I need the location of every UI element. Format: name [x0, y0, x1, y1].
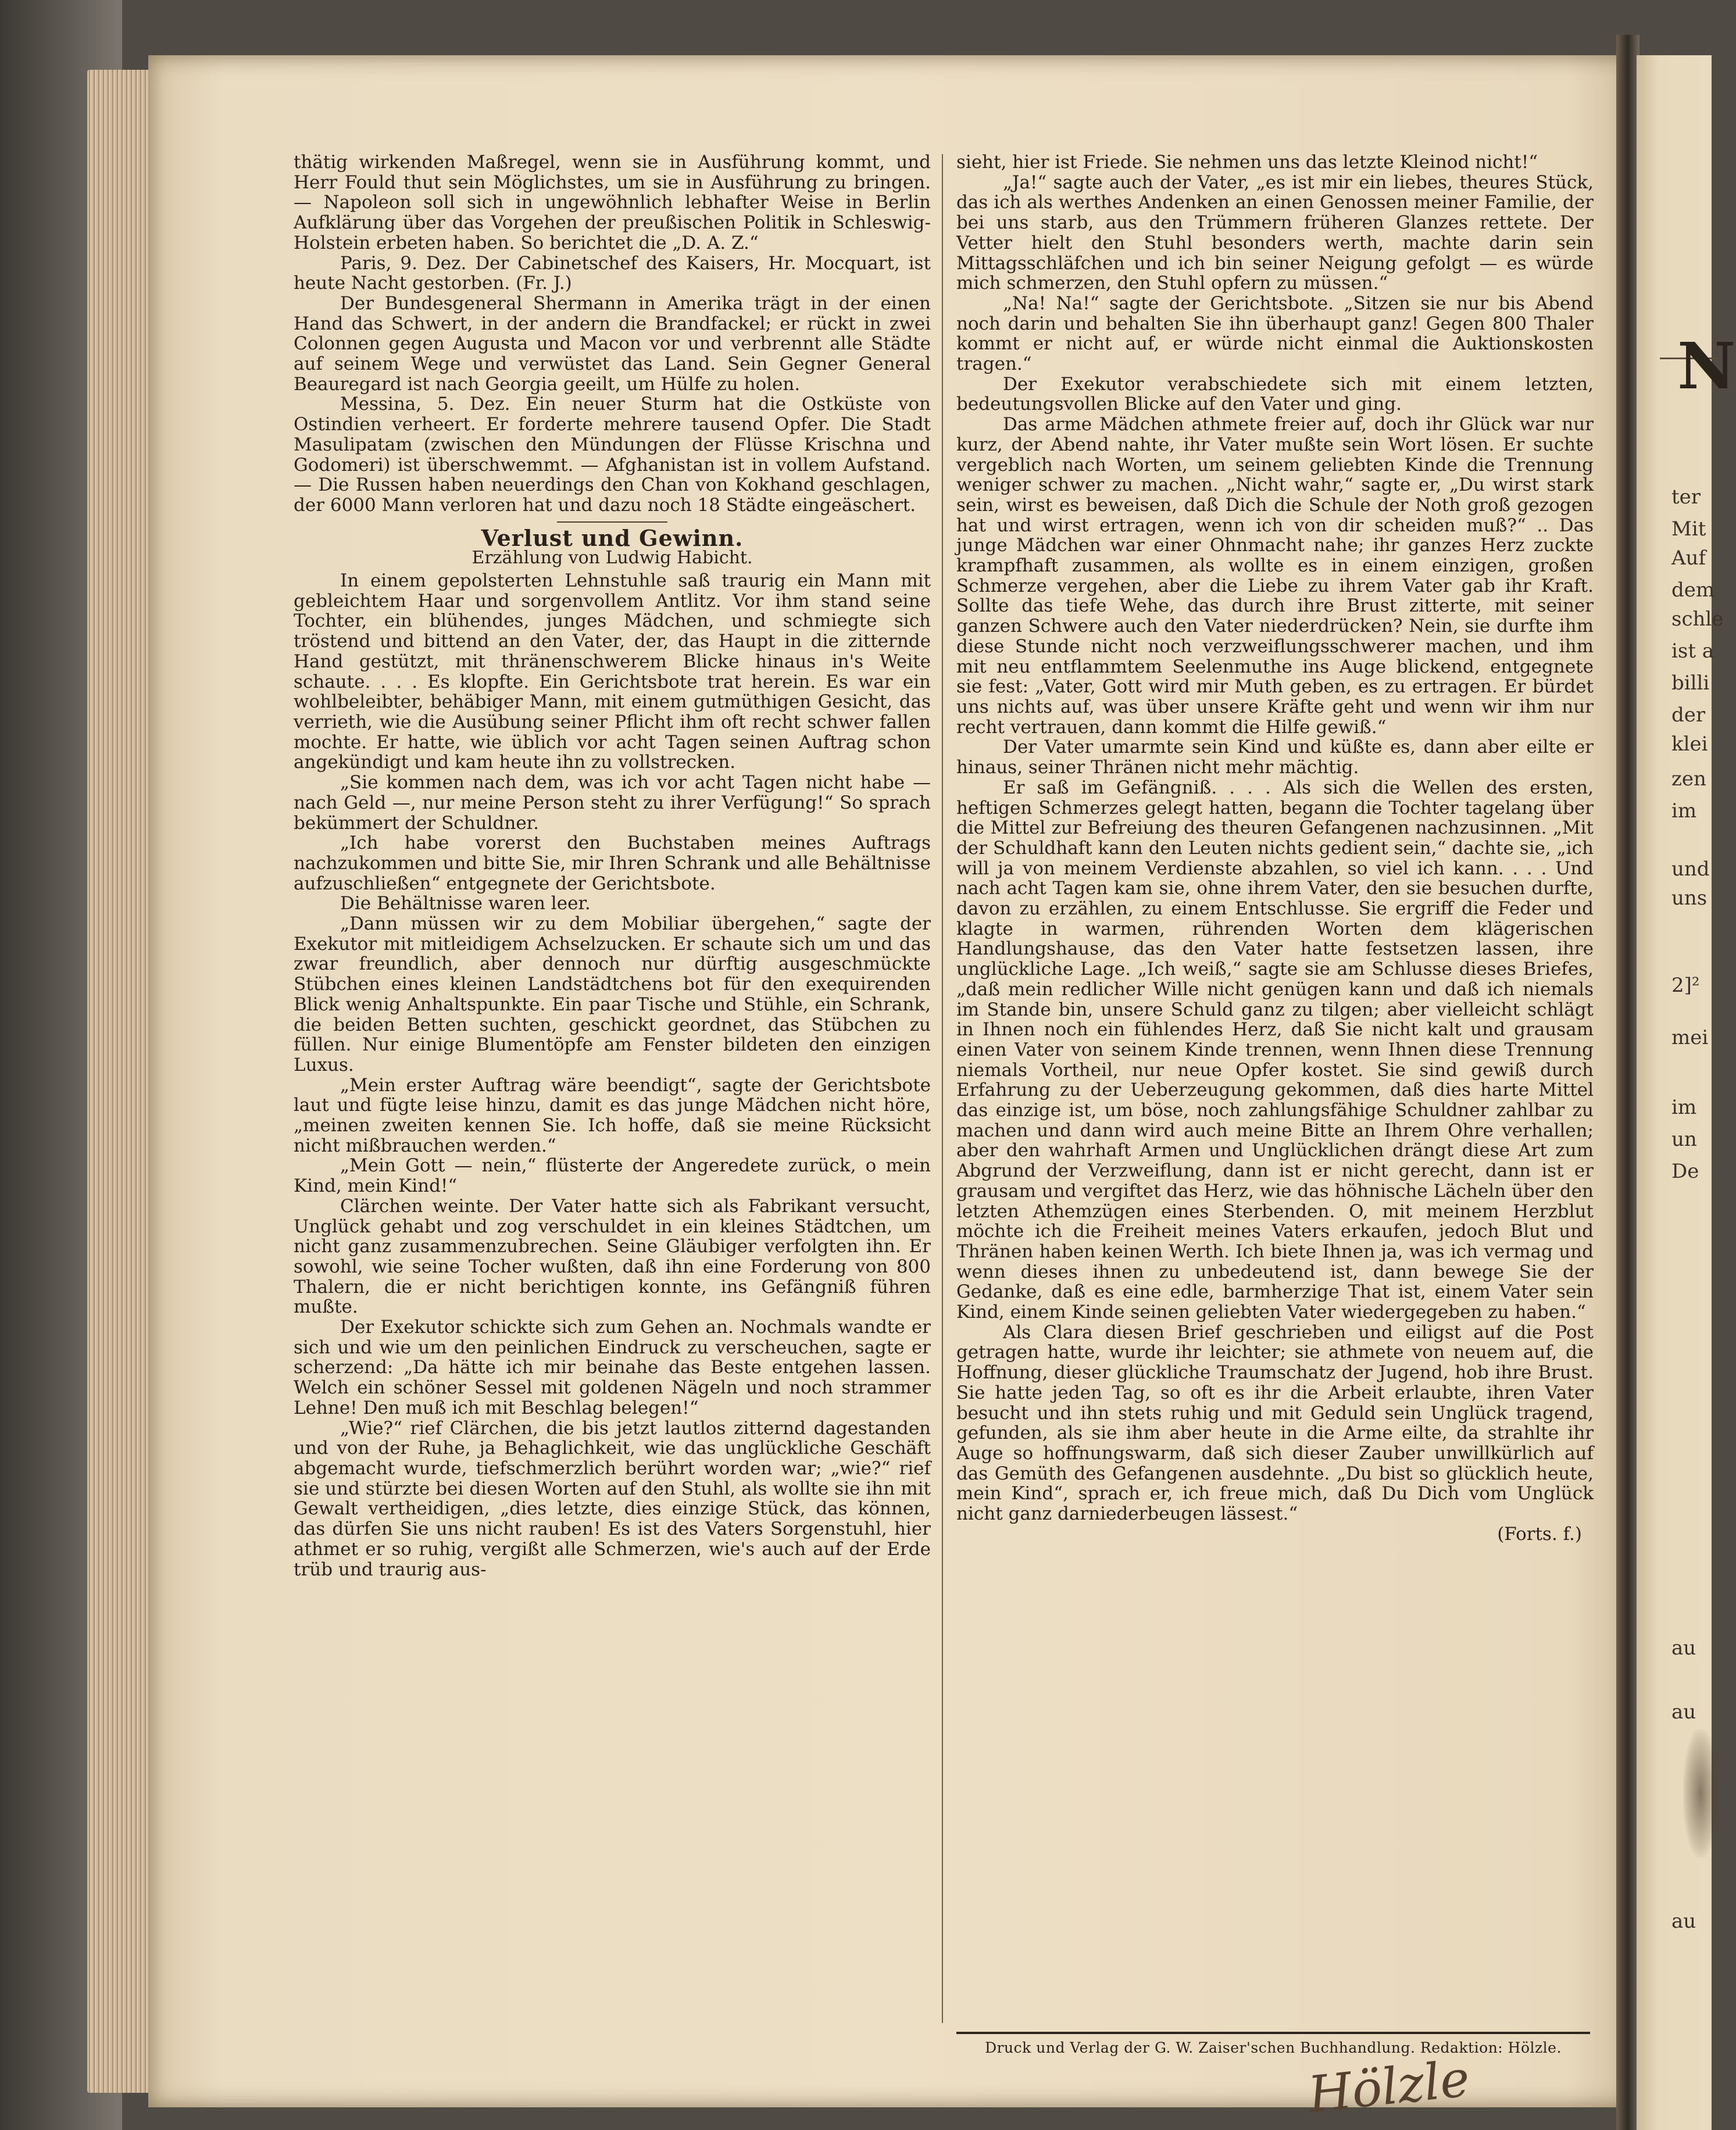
- text-paragraph: „Mein Gott — nein,“ flüsterte der Angeredete zurück, o mein Kind, mein Kind!“: [294, 1155, 931, 1197]
- book-gutter: [1616, 35, 1639, 2130]
- adjacent-page-fragment: [1637, 55, 1736, 2130]
- adjacent-page-text-fragment: au: [1671, 1910, 1696, 1933]
- adjacent-page-text-fragment: mei: [1671, 1026, 1709, 1049]
- text-paragraph: „Mein erster Auftrag wäre beendigt“, sagte der Gerichtsbote laut und fügte leise hinzu, damit es das junge Mädchen nicht höre, „meinen zweiten kennen Sie. Ich hoffe, daß sie meine Rücksicht nicht mißbrauchen werden.“: [294, 1074, 931, 1156]
- text-paragraph: Er saß im Gefängniß. . . . Als sich die Wellen des ersten, heftigen Schmerzes gelegt hatten, begann die Tochter tagelang über die Mittel zur Befreiung des theuren Gefangenen nachzusinnen. „Mit der Schuldhaft kann den Leuten nichts gedient sein,“ dachte sie, „ich will ja von meinem Verdienste abzahlen, so viel ich kann. . . . Und nach acht Tagen kam sie, ohne ihrem Vater, den sie besuchen durfte, davon zu erzählen, zu einem Entschlusse. Sie ergriff die Feder und klagte in warmen, rührenden Worten dem klägerischen Handlungshause, das den Vater hatte festsetzen lassen, ihre unglückliche Lage. „Ich weiß,“ sagte sie am Schlusse dieses Briefes, „daß mein redlicher Wille nicht genügen kann und daß ich niemals im Stande bin, unsere Schuld ganz zu tilgen; aber vielleicht schlägt in Ihnen noch ein fühlendes Herz, daß Sie nicht kalt und grausam einen Vater von seinem Kinde trennen, wenn Ihnen diese Trennung niemals Vortheil, nur neue Opfer kostet. Sie sind gewiß durch Erfahrung zu der Ueberzeugung gekommen, daß dies harte Mittel das einzige ist, um böse, noch zahlungsfähige Schuldner zahlbar zu machen und dann wird auch meine Bitte an Ihrem Ohre verhallen; aber den wahrhaft Armen und Unglücklichen drängt diese Art zum Abgrund der Verzweiflung, dann ist er nicht gerecht, dann ist er grausam und vergiftet das Herz, wie das höhnische Lächeln über den letzten Athemzügen eines Sterbenden. O, mit meinem Herzblut möchte ich die Freiheit meines Vaters erkaufen, jedoch Blut und Thränen haben keinen Werth. Ich biete Ihnen ja, was ich vermag und wenn dieses ihnen zu unbedeutend ist, dann bewege Sie der Gedanke, daß es eine edle, barmherzige That ist, einem Vater sein Kind, einem Kinde seinen geliebten Vater wiedergegeben zu haben.“: [956, 777, 1594, 1323]
- text-paragraph: Als Clara diesen Brief geschrieben und eiligst auf die Post getragen hatte, wurde ihr leichter; sie athmete von neuem auf, die Hoffnung, dieser glückliche Traumschatz der Jugend, hob ihre Brust. Sie hatte jeden Tag, so oft es ihr die Arbeit erlaubte, ihren Vater besucht und ihn stets ruhig und mit Geduld sein Unglück tragend, gefunden, als sie ihm aber heute in die Arme eilte, da strahlte ihr Auge so hoffnungswarm, daß sich dieser Zauber unwillkürlich auf das Gemüth des Gefangenen ausdehnte. „Du bist so glücklich heute, mein Kind“, sprach er, ich freue mich, daß Du Dich vom Unglück nicht ganz darniederbeugen lässest.“: [956, 1321, 1594, 1525]
- text-paragraph: thätig wirkenden Maßregel, wenn sie in Ausführung kommt, und Herr Fould thut sein Möglichstes, um sie in Ausführung zu bringen. — Napoleon soll sich in ungewöhnlich lebhafter Weise in Berlin Aufklärung über das Vorgehen der preußischen Politik in Schleswig-Holstein erbeten haben. So berichtet die „D. A. Z.“: [294, 152, 931, 253]
- text-paragraph: Clärchen weinte. Der Vater hatte sich als Fabrikant versucht, Unglück gehabt und zog verschuldet in ein kleines Städtchen, um nicht ganz zusammenzubrechen. Seine Gläubiger verfolgten ihn. Er sowohl, wie seine Tocher wußten, daß ihn eine Forderung von 800 Thalern, die er nicht berichtigen konnte, ins Gefängniß führen mußte.: [294, 1195, 931, 1318]
- story-title: Verlust und Gewinn.: [481, 524, 744, 551]
- text-paragraph: Paris, 9. Dez. Der Cabinetschef des Kaisers, Hr. Mocquart, ist heute Nacht gestorben. (Fr. J.): [294, 252, 931, 294]
- adjacent-page-text-fragment: der: [1671, 703, 1706, 727]
- imprint-rule: [956, 2032, 1590, 2034]
- text-paragraph: Messina, 5. Dez. Ein neuer Sturm hat die Ostküste von Ostindien verheert. Er forderte mehrere tausend Opfer. Die Stadt Masulipatam (zwischen den Mündungen der Flüsse Krischna und Godomeri) ist überschwemmt. — Afghanistan ist in vollem Aufstand. — Die Russen haben neuerdings den Chan von Kokhand geschlagen, der 6000 Mann verloren hat und dazu noch 18 Städte eingeäschert.: [294, 394, 931, 516]
- adjacent-page-text-fragment: uns: [1671, 887, 1708, 910]
- adjacent-page-text-fragment: im: [1671, 1096, 1697, 1119]
- text-paragraph: „Ja!“ sagte auch der Vater, „es ist mir ein liebes, theures Stück, das ich als werthes Andenken an einen Genossen meiner Familie, der bei uns starb, aus den Trümmern früheren Glanzes rettete. Der Vetter hielt den Stuhl besonders werth, machte darin sein Mittagsschläfchen und ich bin seiner Neigung gefolgt — es würde mich schmerzen, den Stuhl opfern zu müssen.“: [956, 171, 1594, 294]
- adjacent-page-text-fragment: im: [1671, 799, 1697, 823]
- adjacent-page-text-fragment: Mit: [1671, 517, 1706, 541]
- adjacent-page-text-fragment: schle: [1671, 607, 1724, 631]
- text-paragraph: „Ich habe vorerst den Buchstaben meines Auftrags nachzukommen und bitte Sie, mir Ihren Schrank und alle Behältnisse aufzuschließen“ entgegnete der Gerichtsbote.: [294, 832, 931, 894]
- adjacent-page-text-fragment: dem: [1671, 578, 1715, 602]
- text-paragraph: sieht, hier ist Friede. Sie nehmen uns das letzte Kleinod nicht!“: [956, 152, 1538, 173]
- story-byline: Erzählung von Ludwig Habicht.: [471, 548, 753, 569]
- adjacent-page-illustration: [1683, 1729, 1718, 1857]
- adjacent-page-text-fragment: au: [1671, 1636, 1696, 1660]
- text-paragraph: Der Vater umarmte sein Kind und küßte es, dann aber eilte er hinaus, seiner Thränen nicht mehr mächtig.: [956, 737, 1594, 778]
- adjacent-page-text-fragment: un: [1671, 1128, 1697, 1151]
- text-paragraph: „Dann müssen wir zu dem Mobiliar übergehen,“ sagte der Exekutor mit mitleidigem Achselzucken. Er schaute sich um und das zwar freundlich, aber dennoch nur dürftig ausgeschmückte Stübchen eines kleinen Landstädtchens bot für den exequirenden Blick wenig Anhaltspunkte. Ein paar Tische und Stühle, ein Schrank, die beiden Betten suchten, geschickt geordnet, das Stübchen zu füllen. Nur einige Blumentöpfe am Fenster bildeten den einzigen Luxus.: [294, 913, 931, 1075]
- text-paragraph: Die Behältnisse waren leer.: [340, 893, 591, 914]
- column-divider: [942, 154, 943, 2023]
- text-paragraph: In einem gepolsterten Lehnstuhle saß traurig ein Mann mit gebleichtem Haar und sorgenvollem Antlitz. Vor ihm stand seine Tochter, ein blühendes, junges Mädchen, und schmiegte sich tröstend und bittend an den Vater, der, das Haupt in die zitternde Hand gestützt, mit thränenschwerem Blicke hinaus in's Weite schaute. . . . Es klopfte. Ein Gerichtsbote trat herein. Es war ein wohlbeleibter, behäbiger Mann, mit einem gutmüthigen Gesicht, das verrieth, wie die Ausübung seiner Pflicht ihm oft recht schwer fallen mochte. Er hatte, wie üblich vor acht Tagen seinen Auftrag schon angekündigt und kam heute ihn zu vollstrecken.: [294, 570, 931, 773]
- adjacent-page-text-fragment: klei: [1671, 732, 1708, 756]
- adjacent-page-heading-letter: N: [1677, 328, 1736, 403]
- adjacent-page-text-fragment: au: [1671, 1700, 1696, 1724]
- adjacent-page-text-fragment: 2]²: [1671, 974, 1700, 997]
- text-paragraph: Das arme Mädchen athmete freier auf, doch ihr Glück war nur kurz, der Abend nahte, ihr Vater mußte sein Wort lösen. Er suchte vergeblich nach Worten, um seinem geliebten Kinde die Trennung weniger schwer zu machen. „Nicht wahr,“ sagte er, „Du wirst stark sein, wirst es beweisen, daß Dich die Schule der Noth groß gezogen hat und wirst ertragen, wenn ich von dir scheiden muß?“ .. Das junge Mädchen war einer Ohnmacht nahe; ihr ganzes Herz zuckte krampfhaft zusammen, als wollte es in einem einzigen, großen Schmerze vergehen, aber die Liebe zu ihrem Vater gab ihr Kraft. Sollte das tiefe Wehe, das durch ihre Brust zitterte, mit seiner ganzen Schwere auch den Vater niederdrücken? Nein, sie durfte ihm diese Stunde nicht noch verzweiflungsschwerer machen, und ihm mit neu entflammtem Seelenmuthe ins Auge blickend, entgegnete sie fest: „Vater, Gott wird mir Muth geben, es zu ertragen. Er bürdet uns nichts auf, was über unsere Kräfte geht und wenn wir ihm nur recht vertrauen, dann kommt die Hilfe gewiß.“: [956, 414, 1594, 738]
- adjacent-page-text-fragment: De: [1671, 1160, 1699, 1183]
- adjacent-page-text-fragment: billi: [1671, 671, 1710, 695]
- continuation-note: (Forts. f.): [1497, 1523, 1582, 1545]
- text-paragraph: Der Exekutor verabschiedete sich mit einem letzten, bedeutungsvollen Blicke auf den Vater und ging.: [956, 373, 1594, 415]
- adjacent-page-text-fragment: zen: [1671, 767, 1706, 791]
- imprint-line: Druck und Verlag der G. W. Zaiser'schen Buchhandlung. Redaktion: Hölzle.: [985, 2039, 1562, 2056]
- right-text-column: [956, 152, 1594, 1545]
- text-paragraph: Der Exekutor schickte sich zum Gehen an. Nochmals wandte er sich und wie um den peinlichen Eindruck zu verscheuchen, sagte er scherzend: „Da hätte ich mir beinahe das Beste entgehen lassen. Welch ein schöner Sessel mit goldenen Nägeln und noch strammer Lehne! Den muß ich mit Beschlag belegen!“: [294, 1317, 931, 1418]
- text-paragraph: „Wie?“ rief Clärchen, die bis jetzt lautlos zitternd dagestanden und von der Ruhe, ja Behaglichkeit, wie das unglückliche Geschäft abgemacht wurde, tiefschmerzlich berührt worden war; „wie?“ rief sie und stürzte bei diesen Worten auf den Stuhl, als wollte sie ihn mit Gewalt vertheidigen, „dies letzte, dies einzige Stück, das können, das dürfen Sie uns nicht rauben! Es ist des Vaters Sorgenstuhl, hier athmet er so ruhig, vergißt alle Schmerzen, wie's auch auf der Erde trüb und traurig aus-: [294, 1417, 931, 1580]
- adjacent-page-text-fragment: Auf: [1671, 546, 1706, 570]
- adjacent-page-text-fragment: ter: [1671, 485, 1701, 509]
- left-text-column: [294, 152, 931, 1579]
- adjacent-page-text-fragment: und: [1671, 857, 1710, 881]
- adjacent-page-text-fragment: ist a: [1671, 639, 1714, 663]
- handwritten-signature: Hölzle: [1305, 2049, 1473, 2125]
- text-paragraph: Der Bundesgeneral Shermann in Amerika trägt in der einen Hand das Schwert, in der andern die Brandfackel; er rückt in zwei Colonnen gegen Augusta und Macon vor und verbrennt alle Städte auf seinem Wege und verwüstet das Land. Sein Gegner General Beauregard ist nach Georgia geeilt, um Hülfe zu holen.: [294, 292, 931, 395]
- text-paragraph: „Sie kommen nach dem, was ich vor acht Tagen nicht habe — nach Geld —, nur meine Person steht zu ihrer Verfügung!“ So sprach bekümmert der Schuldner.: [294, 772, 931, 834]
- story-title-rule: [557, 521, 667, 523]
- text-paragraph: „Na! Na!“ sagte der Gerichtsbote. „Sitzen sie nur bis Abend noch darin und behalten Sie ihn überhaupt ganz! Gegen 800 Thaler kommt er nicht auf, er würde nicht einmal die Auktionskosten tragen.“: [956, 292, 1594, 375]
